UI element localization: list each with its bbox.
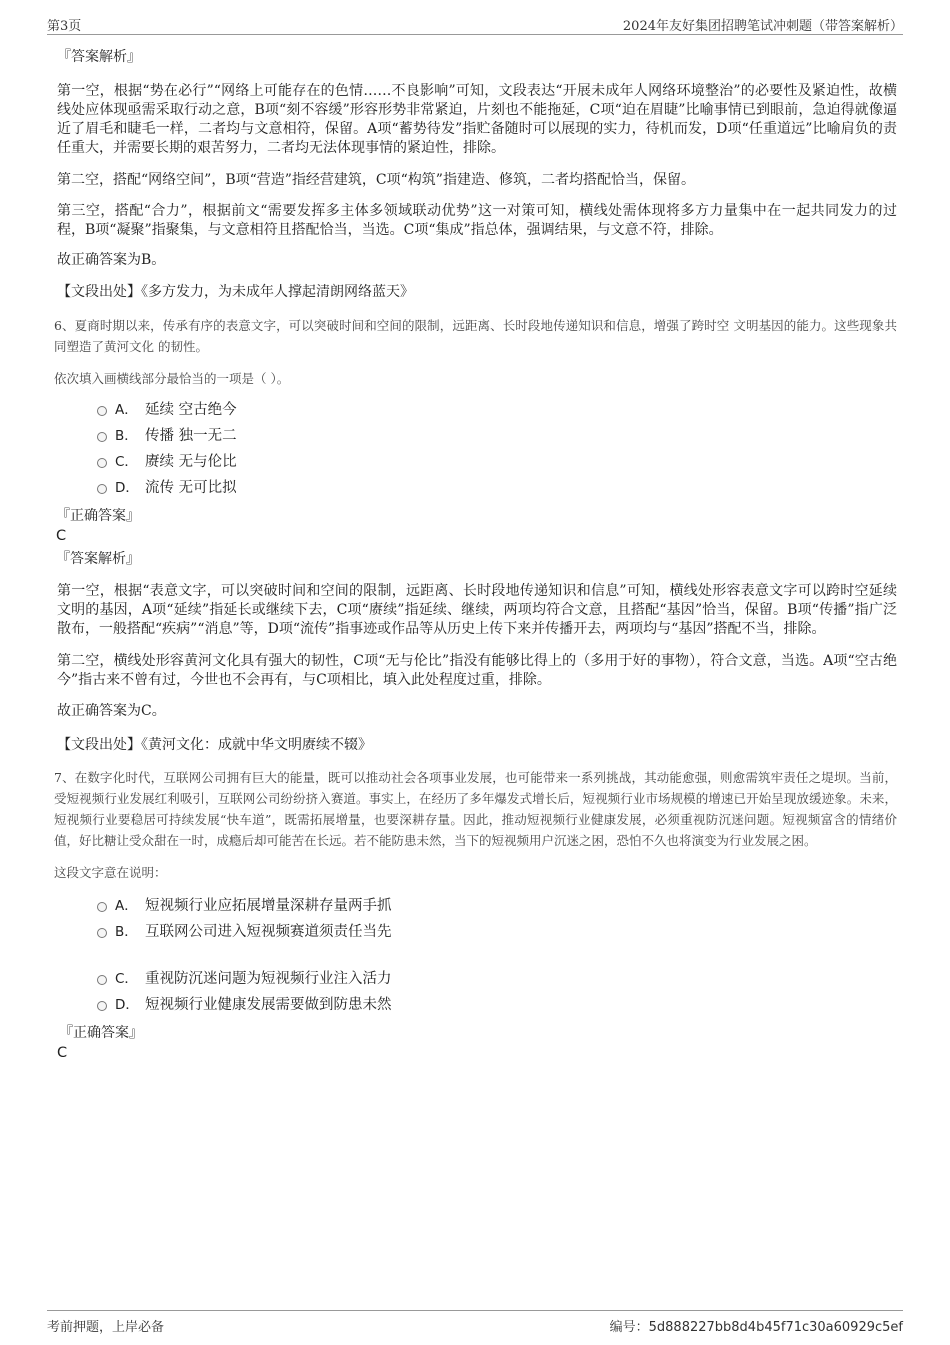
option-b[interactable]: B． 互联网公司进入短视频赛道须责任当先 bbox=[57, 919, 897, 945]
option-c[interactable]: C． 重视防沉迷问题为短视频行业注入活力 bbox=[57, 966, 897, 992]
analysis-paragraph: 第二空，横线处形容黄河文化具有强大的韧性，C项“无与伦比”指没有能够比得上的（多用于好的事物），符合文意，当选。A项“空古绝今”指古来不曾有过，今世也不会再有，与C项相比，填入此处程度过重，排除。 bbox=[57, 653, 897, 688]
radio-icon[interactable] bbox=[97, 928, 107, 938]
analysis-paragraph: 第一空，根据“表意文字，可以突破时间和空间的限制，远距离、长时段地传递知识和信息”可知，横线处形容表意文字可以跨时空延续文明的基因，A项“延续”指延长或继续下去，C项“赓续”指延续、继续，两项均符合文意，且搭配“基因”恰当，保留。B项“传播”指广泛散布，一般搭配“疾病”“消息”等，D项“流传”指事迹或作品等从历史上传下来并传播开去，两项均与“基因”搭配不当，排除。 bbox=[57, 583, 897, 637]
radio-icon[interactable] bbox=[97, 484, 107, 494]
option-b[interactable]: B． 传播 独一无二 bbox=[57, 423, 897, 449]
radio-icon[interactable] bbox=[97, 975, 107, 985]
correct-answer: C bbox=[56, 528, 67, 544]
answer-statement: 故正确答案为C。 bbox=[57, 703, 166, 719]
source-citation: 【文段出处】《黄河文化：成就中华文明赓续不辍》 bbox=[57, 737, 372, 753]
analysis-paragraph: 第一空，根据“势在必行”“网络上可能存在的色情……不良影响”可知，文段表达“开展未成年人网络环境整治”的必要性及紧迫性，故横线处应体现亟需采取行动之意，B项“刻不容缓”形容形势非常紧迫，片刻也不能拖延，C项“迫在眉睫”比喻事情已到眼前，急迫得就像逼近了眉毛和睫毛一样，二者均与文意相符，保留。A项“蓄势待发”指贮备随时可以展现的实力，待机而发，D项“任重道远”比喻肩负的责任重大，并需要长期的艰苦努力，二者均无法体现事情的紧迫性，排除。 bbox=[57, 83, 897, 156]
option-a[interactable]: A． 短视频行业应拓展增量深耕存量两手抓 bbox=[57, 893, 897, 919]
option-a[interactable]: A． 延续 空古绝今 bbox=[57, 397, 897, 423]
document-title: 2024年友好集团招聘笔试冲刺题（带答案解析） bbox=[622, 19, 903, 34]
question-prompt: 这段文字意在说明： bbox=[54, 865, 167, 880]
page-footer bbox=[47, 1310, 903, 1335]
question-prompt: 依次填入画横线部分最恰当的一项是（ ）。 bbox=[54, 371, 290, 386]
code-value: 5d888227bb8d4b45f71c30a60929c5ef bbox=[648, 1320, 903, 1335]
radio-icon[interactable] bbox=[97, 432, 107, 442]
analysis-heading: 『答案解析』 bbox=[57, 49, 141, 65]
analysis-paragraph: 第三空，搭配“合力”，根据前文“需要发挥多主体多领域联动优势”这一对策可知，横线处需体现将多方力量集中在一起共同发力的过程，B项“凝聚”指聚集，与文意相符且搭配恰当，当选。C项“集成”指总体，强调结果，与文意不符，排除。 bbox=[57, 203, 897, 238]
footer-slogan: 考前押题，上岸必备 bbox=[47, 1320, 165, 1335]
radio-icon[interactable] bbox=[97, 1001, 107, 1011]
page-number: 第3页 bbox=[47, 19, 82, 34]
question-stem: 7、在数字化时代，互联网公司拥有巨大的能量，既可以推动社会各项事业发展，也可能带来一系列挑战，其动能愈强，则愈需筑牢责任之堤坝。当前，受短视频行业发展红利吸引，互联网公司纷纷挤入赛道。事实上，在经历了多年爆发式增长后，短视频行业市场规模的增速已开始呈现放缓迹象。未来，短视频行业要稳居可持续发展“快车道”，既需拓展增量，也要深耕存量。因此，推动短视频行业健康发展，必须重视防沉迷问题。短视频富含的情绪价值，好比糖让受众甜在一时，成瘾后却可能苦在长远。若不能防患未然，当下的短视频用户沉迷之困，恐怕不久也将演变为行业发展之困。 bbox=[54, 770, 897, 848]
source-citation: 【文段出处】《多方发力，为未成年人撑起清朗网络蓝天》 bbox=[57, 284, 414, 300]
document-body bbox=[54, 48, 897, 1062]
page-header bbox=[47, 14, 903, 35]
radio-icon[interactable] bbox=[97, 902, 107, 912]
correct-answer-heading: 『正确答案』 bbox=[56, 508, 140, 524]
radio-icon[interactable] bbox=[97, 406, 107, 416]
option-list bbox=[57, 397, 897, 501]
option-d[interactable]: D． 流传 无可比拟 bbox=[57, 475, 897, 501]
option-list bbox=[57, 893, 897, 1018]
radio-icon[interactable] bbox=[97, 458, 107, 468]
analysis-heading: 『答案解析』 bbox=[56, 551, 140, 567]
correct-answer-heading: 『正确答案』 bbox=[59, 1025, 143, 1041]
code-label: 编号： bbox=[609, 1320, 649, 1335]
analysis-paragraph: 第二空，搭配“网络空间”，B项“营造”指经营建筑，C项“构筑”指建造、修筑，二者均搭配恰当，保留。 bbox=[57, 172, 695, 188]
option-d[interactable]: D． 短视频行业健康发展需要做到防患未然 bbox=[57, 992, 897, 1018]
option-c[interactable]: C． 赓续 无与伦比 bbox=[57, 449, 897, 475]
question-stem: 6、夏商时期以来，传承有序的表意文字，可以突破时间和空间的限制，远距离、长时段地传递知识和信息，增强了跨时空 文明基因的能力。这些现象共同塑造了黄河文化 的韧性。 bbox=[54, 318, 897, 354]
correct-answer: C bbox=[57, 1045, 68, 1061]
document-code bbox=[610, 1316, 903, 1335]
answer-statement: 故正确答案为B。 bbox=[57, 252, 166, 268]
